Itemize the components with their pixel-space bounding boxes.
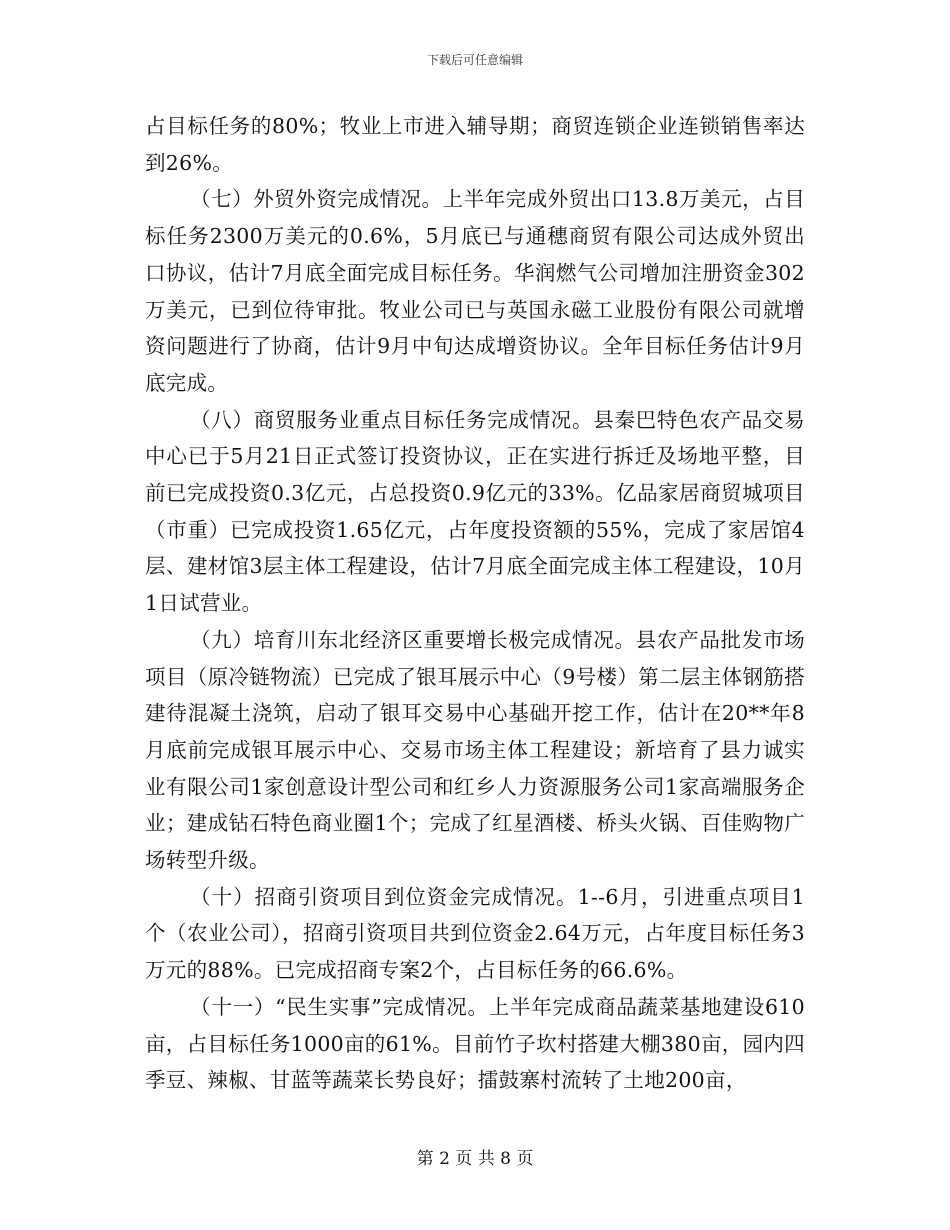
document-body [145,108,805,1099]
paragraph-investment-funds: （十）招商引资项目到位资金完成情况。1--6月，引进重点项目1个（农业公司），招商引资项目共到位资金2.64万元，占年度目标任务3万元的88%。已完成招商专案2个，占目标任务的66.6%。 [145,884,805,983]
paragraph-commerce-services: （八）商贸服务业重点目标任务完成情况。县秦巴特色农产品交易中心已于5月21日正式签订投资协议，正在实进行拆迁及场地平整，目前已完成投资0.3亿元，占总投资0.9亿元的33%。亿品家居商贸城项目（市重）已完成投资1.65亿元，占年度投资额的55%，完成了家居馆4层、建材馆3层主体工程建设，估计7月底全面完成主体工程建设，10月1日试营业。 [145,407,805,616]
page-number-footer: 第 2 页 共 8 页 [416,1149,534,1169]
paragraph-foreign-trade: （七）外贸外资完成情况。上半年完成外贸出口13.8万美元，占目标任务2300万美元的0.6%，5月底已与通穗商贸有限公司达成外贸出口协议，估计7月底全面完成目标任务。华润燃气公司增加注册资金302万美元，已到位待审批。牧业公司已与英国永磁工业股份有限公司就增资问题进行了协商，估计9月中旬达成增资协议。全年目标任务估计9月底完成。 [145,187,805,395]
paragraph-livelihood-projects: （十一）“民生实事”完成情况。上半年完成商品蔬菜基地建设610亩，占目标任务1000亩的61%。目前竹子坎村搭建大棚380亩，园内四季豆、辣椒、甘蓝等蔬菜长势良好；擂鼓寨村流转了土地200亩， [145,994,805,1093]
paragraph-continuation: 占目标任务的80%；牧业上市进入辅导期；商贸连锁企业连锁销售率达到26%。 [145,114,805,175]
page-header-note: 下载后可任意编辑 [426,53,523,67]
paragraph-growth-pole: （九）培育川东北经济区重要增长极完成情况。县农产品批发市场项目（原冷链物流）已完成了银耳展示中心（9号楼）第二层主体钢筋搭建待混凝土浇筑，启动了银耳交易中心基础开挖工作，估计在20**年8月底前完成银耳展示中心、交易市场主体工程建设；新培育了县力诚实业有限公司1家创意设计型公司和红乡人力资源服务公司1家高端服务企业；建成钻石特色商业圈1个；完成了红星酒楼、桥头火锅、百佳购物广场转型升级。 [145,627,805,873]
